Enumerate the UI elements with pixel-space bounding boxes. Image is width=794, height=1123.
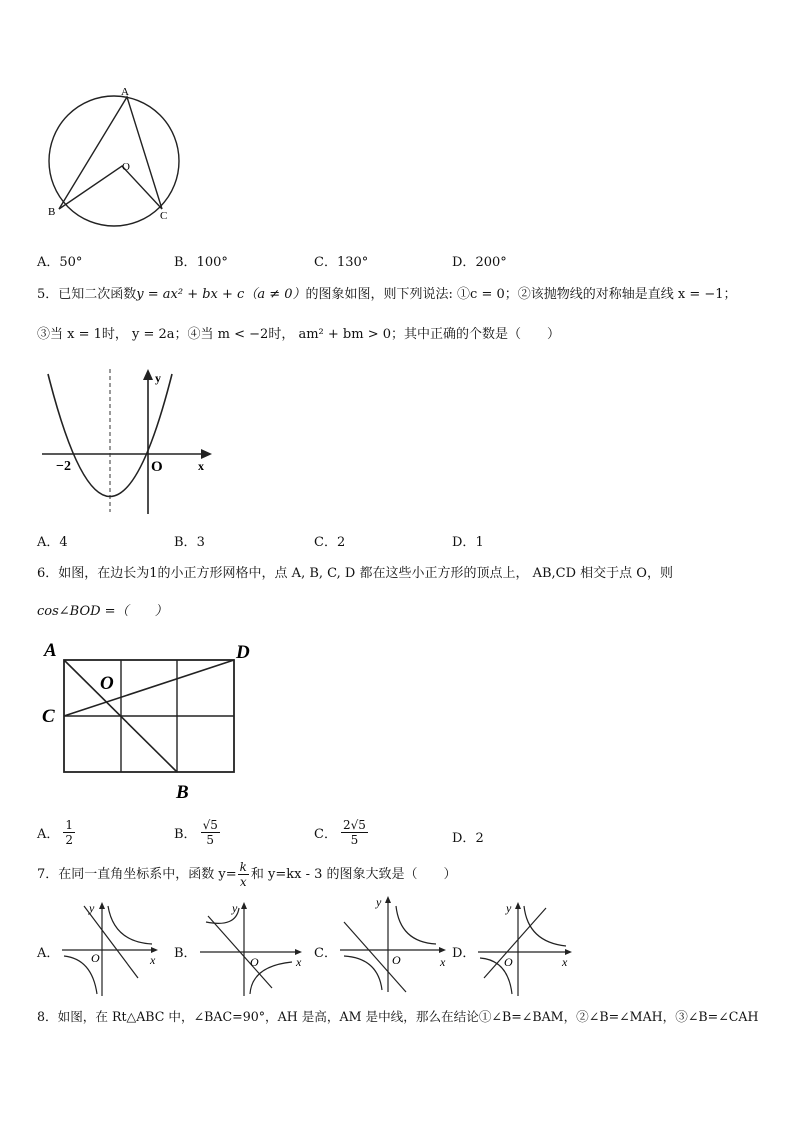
q5-option-d[interactable]: D．1 — [452, 535, 484, 550]
y-arrow-icon — [241, 902, 247, 909]
q5-option-c[interactable]: C．2 — [314, 535, 346, 550]
y-arrow-icon — [385, 896, 391, 903]
line-y-kx-3 — [484, 908, 546, 978]
label-origin: O — [392, 953, 401, 967]
fraction-k-over-x: $\frac{k}{x}$ — [239, 860, 247, 889]
label-origin: O — [504, 955, 513, 969]
q5-option-a[interactable]: A．4 — [37, 535, 68, 550]
q4-option-a[interactable]: A．50° — [37, 255, 83, 270]
label-a: A — [44, 640, 57, 661]
q6-stem-line2: cos∠BOD =（ ） — [37, 604, 168, 619]
label-o: O — [100, 673, 114, 694]
q6-stem-line1: 6．如图，在边长为1的小正方形网格中，点 A, B, C, D 都在这些小正方形的顶点上， AB,CD 相交于点 O，则 — [37, 566, 673, 581]
q7-stem: 7．在同一直角坐标系中，函数 y= $\frac{k}{x}$ 和 y=kx - 3 的图象大致是（ ） — [37, 860, 457, 889]
label-origin: O — [151, 459, 163, 475]
label-a: A — [121, 86, 129, 98]
q7-graph-c[interactable] — [336, 892, 452, 996]
hyperbola-q1 — [108, 906, 152, 944]
label-c: C — [160, 210, 168, 222]
q6-option-c[interactable]: C． $\frac{2√5}{5}$ — [314, 818, 366, 847]
fraction: $\frac{2√5}{5}$ — [342, 818, 366, 847]
q4-option-b[interactable]: B．100° — [174, 255, 228, 270]
label-b: B — [48, 206, 56, 218]
q4-circle-figure — [40, 82, 190, 232]
q7-graph-d[interactable] — [474, 896, 578, 1000]
q5-stem-line2: ③当 x = 1时， y = 2a；④当 m < −2时， am² + bm > 0；其中正确的个数是（ ） — [37, 327, 560, 342]
q5-parabola-figure — [38, 364, 218, 519]
q6-option-d[interactable]: D．2 — [452, 831, 484, 846]
label-origin: O — [250, 955, 259, 969]
q5-stem-line1: 5．已知二次函数y = ax² + bx + c（a ≠ 0）的图象如图，则下列说法: ①c = 0；②该抛物线的对称轴是直线 x = −1； — [37, 287, 737, 302]
label-y: y — [155, 371, 161, 385]
fraction: $\frac{√5}{5}$ — [202, 818, 218, 847]
label-neg2: −2 — [56, 459, 71, 474]
label-x: x — [440, 955, 446, 969]
label-x: x — [198, 459, 204, 473]
q7-graph-a[interactable] — [58, 896, 163, 1000]
y-arrow-icon — [515, 902, 521, 909]
q8-stem-line1: 8．如图，在 Rt△ABC 中，∠BAC=90°，AH 是高，AM 是中线，那么在结论①∠B=∠BAM，②∠B=∠MAH，③∠B=∠CAH — [37, 1009, 759, 1024]
y-arrow-icon — [143, 369, 153, 380]
segment-cd — [64, 660, 234, 716]
label-c: C — [42, 706, 55, 727]
label-x: x — [150, 953, 156, 967]
q7-option-d-label[interactable]: D． — [452, 946, 476, 961]
q7-option-b-label[interactable]: B． — [174, 946, 197, 961]
q6-option-a[interactable]: A． $\frac{1}{2}$ — [37, 818, 74, 847]
q7-option-c-label[interactable]: C． — [314, 946, 337, 961]
q7-option-a-label[interactable]: A． — [37, 946, 60, 961]
x-arrow-icon — [439, 947, 446, 953]
x-arrow-icon — [201, 449, 212, 459]
q4-option-d[interactable]: D．200° — [452, 255, 507, 270]
q6-option-b[interactable]: B． $\frac{√5}{5}$ — [174, 818, 218, 847]
hyperbola-q3 — [344, 956, 382, 990]
q5-option-b[interactable]: B．3 — [174, 535, 205, 550]
radii-bo-oc — [59, 166, 162, 209]
label-o: O — [122, 161, 130, 173]
label-y: y — [89, 901, 95, 915]
q4-option-c[interactable]: C．130° — [314, 255, 369, 270]
label-y: y — [232, 901, 238, 915]
label-d: D — [236, 642, 250, 663]
label-x: x — [562, 955, 568, 969]
label-y: y — [506, 901, 512, 915]
y-arrow-icon — [99, 902, 105, 909]
q7-graph-b[interactable] — [196, 896, 308, 1000]
hyperbola-q1 — [396, 906, 436, 944]
label-x: x — [296, 955, 302, 969]
label-y: y — [376, 895, 382, 909]
label-origin: O — [91, 951, 100, 965]
label-b: B — [176, 782, 189, 803]
q6-grid-figure — [36, 634, 266, 804]
fraction: $\frac{1}{2}$ — [65, 818, 74, 847]
